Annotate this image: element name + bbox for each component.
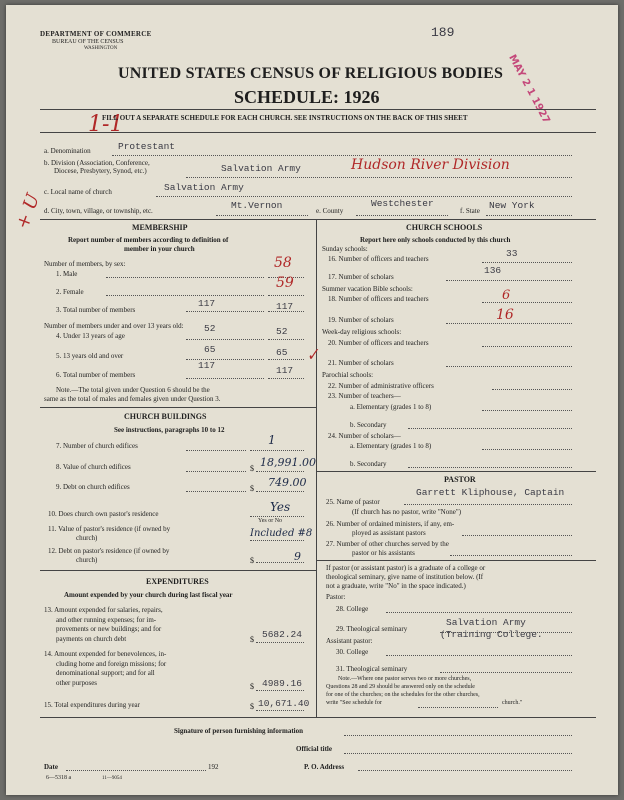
weekday-label: Week-day religious schools: <box>322 328 402 336</box>
division-hand-value: Hudson River Division <box>351 157 510 173</box>
q24b-label: b. Secondary <box>350 460 387 468</box>
local-name-label: c. Local name of church <box>44 188 112 196</box>
sunday-label: Sunday schools: <box>322 245 368 253</box>
parochial-label: Parochial schools: <box>322 371 374 379</box>
form-code-2: 11—9054 <box>102 776 122 781</box>
membership-heading: MEMBERSHIP <box>132 223 188 232</box>
denomination-value: Protestant <box>118 141 176 152</box>
q10-label: 10. Does church own pastor's residence <box>48 510 159 518</box>
q25-value: Garrett Kliphouse, Captain <box>416 487 565 498</box>
q11-value: Included #8 <box>250 528 313 539</box>
q5-typed: 65 <box>204 344 216 355</box>
q12-label-1: 12. Debt on pastor's residence (if owned by <box>48 547 170 555</box>
bureau-label: BUREAU OF THE CENSUS <box>52 39 124 45</box>
official-title-label: Official title <box>296 745 332 753</box>
form-title: UNITED STATES CENSUS OF RELIGIOUS BODIES <box>118 65 504 82</box>
summer-label: Summer vacation Bible schools: <box>322 285 413 293</box>
q4-label: 4. Under 13 years of age <box>56 332 125 340</box>
census-schedule-page <box>6 5 618 795</box>
q24-label: 24. Number of scholars— <box>328 432 401 440</box>
q12-value: 9 <box>294 550 301 563</box>
membership-intro-1: Report number of members according to definition of <box>68 236 229 244</box>
division-label-1: b. Division (Association, Conference, <box>44 159 150 167</box>
city-label: WASHINGTON <box>84 46 118 51</box>
membership-intro-2: member in your church <box>124 245 195 253</box>
q19-value: 16 <box>496 307 514 323</box>
dept-label: DEPARTMENT OF COMMERCE <box>40 30 152 38</box>
q10-hint: Yes or No <box>258 518 283 524</box>
q24a-label: a. Elementary (grades 1 to 8) <box>350 442 432 450</box>
q9-label: 9. Debt on church edifices <box>56 483 130 491</box>
q29-value-1: Salvation Army <box>446 617 526 628</box>
denomination-label: a. Denomination <box>44 147 91 155</box>
q23-label: 23. Number of teachers— <box>328 392 401 400</box>
q12-dollar: $ <box>250 556 254 565</box>
received-stamp: MAY 2 1 1927 <box>506 53 552 126</box>
q2-value: 59 <box>276 275 294 291</box>
q15-label: 15. Total expenditures during year <box>44 701 140 709</box>
q27-label-2: pastor or his assistants <box>352 549 415 557</box>
q16-value: 33 <box>506 248 518 259</box>
q6-label: 6. Total number of members <box>56 371 136 379</box>
date-label: Date <box>44 763 58 771</box>
hand-id-mark: 1-1 <box>88 112 124 137</box>
pastor-heading: PASTOR <box>444 475 476 484</box>
q7-label: 7. Number of church edifices <box>56 442 138 450</box>
q27-label-1: 27. Number of other churches served by the <box>326 540 449 548</box>
q17-value: 136 <box>484 265 502 276</box>
schools-heading: CHURCH SCHOOLS <box>406 223 483 232</box>
q13-label: 13. Amount expended for salaries, repairs, and other running expenses; for im- provements or new buildings; and for payments on church debt <box>44 606 163 643</box>
q3-typed: 117 <box>198 298 216 309</box>
pastor-note-3: for one of the churches; on the schedules for the other churches, <box>326 692 480 698</box>
q29-label: 29. Theological seminary <box>336 625 408 633</box>
q8-label: 8. Value of church edifices <box>56 463 131 471</box>
q14-dollar: $ <box>250 682 254 691</box>
form-subtitle: SCHEDULE: 1926 <box>234 87 380 107</box>
q13-value: 5682.24 <box>262 629 302 640</box>
grad-text-1: If pastor (or assistant pastor) is a graduate of a college or <box>326 564 486 572</box>
age-intro-label: Number of members under and over 13 years old: <box>44 322 184 330</box>
q10-value: Yes <box>270 500 291 514</box>
q12-label-2: church) <box>76 556 98 564</box>
q11-label-1: 11. Value of pastor's residence (if owned by <box>48 525 171 533</box>
year-label: 192 <box>208 763 219 771</box>
q16-label: 16. Number of officers and teachers <box>328 255 429 263</box>
county-value: Westchester <box>371 198 434 209</box>
state-label: f. State <box>460 207 480 215</box>
q6-value: 117 <box>276 365 294 376</box>
q13-dollar: $ <box>250 635 254 644</box>
q25-label: 25. Name of pastor <box>326 498 380 506</box>
division-label-2: Diocese, Presbytery, Synod, etc.) <box>54 167 147 175</box>
q3-label: 3. Total number of members <box>56 306 136 314</box>
q11-label-2: church) <box>76 534 98 542</box>
q3-value: 117 <box>276 301 294 312</box>
margin-mark: + U <box>11 191 45 232</box>
form-instruction: FILL OUT A SEPARATE SCHEDULE FOR EACH CHURCH. SEE INSTRUCTIONS ON THE BACK OF THIS SHEET <box>102 114 468 122</box>
pastor-note-5: church." <box>502 700 523 706</box>
q14-value: 4989.16 <box>262 678 302 689</box>
state-value: New York <box>489 200 535 211</box>
q9-value: 749.00 <box>268 476 307 489</box>
signature-label: Signature of person furnishing information <box>174 727 303 735</box>
q17-label: 17. Number of scholars <box>328 273 394 281</box>
pastor-note-2: Questions 28 and 29 should be answered only on the schedule <box>326 684 475 690</box>
membership-note-2: same as the total of males and females given under Question 3. <box>44 395 221 403</box>
q1-value: 58 <box>274 255 292 271</box>
pastor-note-4: write "See schedule for <box>326 700 382 706</box>
q26-label-1: 26. Number of ordained ministers, if any, em- <box>326 520 455 528</box>
q19-label: 19. Number of scholars <box>328 316 394 324</box>
q25-hint: (If church has no pastor, write "None") <box>352 508 462 516</box>
local-name-value: Salvation Army <box>164 182 244 193</box>
q4-typed: 52 <box>204 323 216 334</box>
city-value: Mt.Vernon <box>231 200 283 211</box>
q14-label: 14. Amount expended for benevolences, in- cluding home and foreign missions; for denominational support; and for all other purposes <box>44 650 167 687</box>
form-code-1: 6—5318 a <box>46 775 72 781</box>
expenditures-heading: EXPENDITURES <box>146 577 209 586</box>
division-value: Salvation Army <box>221 163 301 174</box>
check-mark-icon: ✓ <box>304 343 321 366</box>
buildings-heading: CHURCH BUILDINGS <box>124 412 207 421</box>
q18-value: 6 <box>502 288 511 303</box>
q31-label: 31. Theological seminary <box>336 665 408 673</box>
schools-intro: Report here only schools conducted by this church <box>360 236 511 244</box>
grad-text-2: theological seminary, give name of institution below. (If <box>326 573 484 581</box>
q1-label: 1. Male <box>56 270 78 278</box>
asst-pastor-label: Assistant pastor: <box>326 637 373 645</box>
q4-value: 52 <box>276 326 288 337</box>
q23a-label: a. Elementary (grades 1 to 8) <box>350 403 432 411</box>
q7-value: 1 <box>268 433 276 447</box>
pastor-sub-label: Pastor: <box>326 593 346 601</box>
q5-value: 65 <box>276 347 288 358</box>
membership-note-1: Note.—The total given under Question 6 should be the <box>56 386 210 394</box>
q18-label: 18. Number of officers and teachers <box>328 295 429 303</box>
q15-value: 10,671.40 <box>258 698 310 709</box>
form-number: 189 <box>431 25 455 40</box>
county-label: e. County <box>316 207 344 215</box>
q30-label: 30. College <box>336 648 369 656</box>
expenditures-intro: Amount expended by your church during last fiscal year <box>64 591 233 599</box>
q26-label-2: ployed as assistant pastors <box>352 529 426 537</box>
q8-dollar: $ <box>250 464 254 473</box>
city-label-d: d. City, town, village, or township, etc. <box>44 207 153 215</box>
q9-dollar: $ <box>250 484 254 493</box>
q5-label: 5. 13 years old and over <box>56 352 124 360</box>
q6-typed: 117 <box>198 360 216 371</box>
buildings-intro: See instructions, paragraphs 10 to 12 <box>114 426 225 434</box>
q15-dollar: $ <box>250 702 254 711</box>
q22-label: 22. Number of administrative officers <box>328 382 434 390</box>
q8-value: 18,991.00 <box>260 456 316 469</box>
pastor-note-1: Note.—Where one pastor serves two or more churches, <box>338 676 472 682</box>
q23b-label: b. Secondary <box>350 421 387 429</box>
q2-label: 2. Female <box>56 288 84 296</box>
po-address-label: P. O. Address <box>304 763 345 771</box>
by-sex-label: Number of members, by sex: <box>44 260 126 268</box>
grad-text-3: not a graduate, write "No" in the space indicated.) <box>326 582 466 590</box>
q20-label: 20. Number of officers and teachers <box>328 339 429 347</box>
q29-value-2: (Training College. <box>440 629 543 640</box>
q21-label: 21. Number of scholars <box>328 359 394 367</box>
q28-label: 28. College <box>336 605 369 613</box>
